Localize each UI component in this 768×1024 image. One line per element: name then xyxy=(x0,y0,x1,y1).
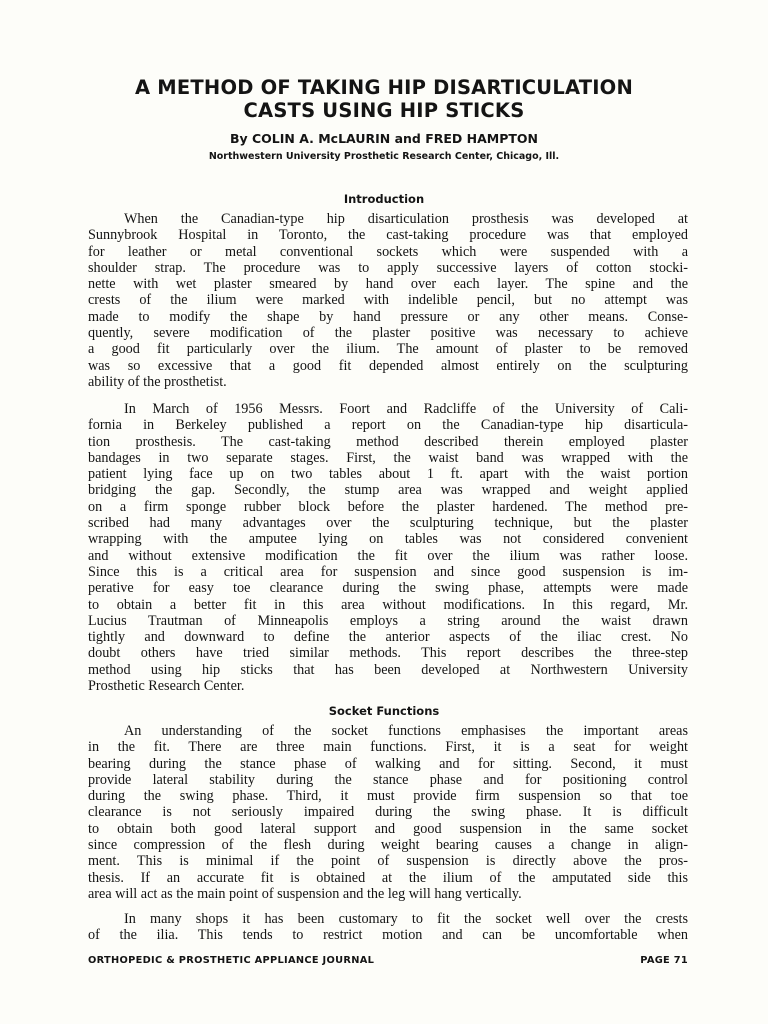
paragraph-line: ment. This is minimal if the point of suspension is directly above the pros- xyxy=(88,853,688,870)
introduction-paragraph-2 xyxy=(88,401,688,694)
paragraph-line: in the fit. There are three main functions. First, it is a seat for weight xyxy=(88,739,688,756)
paragraph-line: a good fit particularly over the ilium. The amount of plaster to be removed xyxy=(88,341,688,358)
socket-functions-heading: Socket Functions xyxy=(328,704,440,718)
paragraph-line: bridging the gap. Secondly, the stump area was wrapped and weight applied xyxy=(88,482,688,499)
author-affiliation: Northwestern University Prosthetic Research Center, Chicago, Ill. xyxy=(208,151,560,162)
paragraph-line: nette with wet plaster smeared by hand over each layer. The spine and the xyxy=(88,276,688,293)
page-number: PAGE 71 xyxy=(640,955,688,966)
paragraph-line: fornia in Berkeley published a report on the Canadian-type hip disarticula- xyxy=(88,417,688,434)
article-title xyxy=(0,76,768,122)
paragraph-line: An understanding of the socket functions emphasises the important areas xyxy=(124,723,688,739)
paragraph-line: When the Canadian-type hip disarticulation prosthesis was developed at xyxy=(124,211,688,227)
paragraph-line: tion prosthesis. The cast-taking method described therein employed plaster xyxy=(88,433,688,450)
paragraph-line: and without extensive modification the fit over the ilium was rather loose. xyxy=(88,547,688,564)
paragraph-line: wrapping with the amputee lying on tables was not considered convenient xyxy=(88,531,688,548)
paragraph-line: ability of the prosthetist. xyxy=(88,373,227,390)
paragraph-line: made to modify the shape by hand pressure or any other means. Conse- xyxy=(88,308,688,325)
paragraph-line: bearing during the stance phase of walking and for sitting. Second, it must xyxy=(88,755,688,772)
socket-functions-paragraph-1 xyxy=(88,723,688,902)
paragraph-line: tightly and downward to define the anterior aspects of the iliac crest. No xyxy=(88,629,688,646)
paragraph-line: Since this is a critical area for suspension and since good suspension is im- xyxy=(88,563,688,580)
paragraph-line: on a firm sponge rubber block before the plaster hardened. The method pre- xyxy=(88,498,688,515)
paragraph-line: provide lateral stability during the stance phase and for positioning control xyxy=(88,771,688,788)
paragraph-line: area will act as the main point of suspension and the leg will hang vertically. xyxy=(88,885,522,902)
paragraph-line: patient lying face up on two tables about 1 ft. apart with the waist portion xyxy=(88,466,688,483)
paragraph-line: was so excessive that a good fit depended almost entirely on the sculpturing xyxy=(88,357,688,374)
introduction-paragraph-1 xyxy=(88,211,688,390)
paragraph-line: clearance is not seriously impaired during the swing phase. It is difficult xyxy=(88,804,688,821)
paragraph-line: bandages in two separate stages. First, the waist band was wrapped with the xyxy=(88,449,688,466)
paragraph-line: shoulder strap. The procedure was to apply successive layers of cotton stocki- xyxy=(88,259,688,276)
paragraph-line: perative for easy toe clearance during the swing phase, attempts were made xyxy=(88,580,688,597)
journal-name: ORTHOPEDIC & PROSTHETIC APPLIANCE JOURNAL xyxy=(88,955,375,966)
paragraph-line: thesis. If an accurate fit is obtained at the ilium of the amputated side this xyxy=(88,869,688,886)
author-byline: By COLIN A. McLAURIN and FRED HAMPTON xyxy=(229,131,539,146)
article-title-line-1: A METHOD OF TAKING HIP DISARTICULATION xyxy=(135,76,633,99)
paragraph-line: doubt others have tried similar methods. This report describes the three-step xyxy=(88,645,688,662)
article-title-line-2: CASTS USING HIP STICKS xyxy=(243,99,525,122)
paragraph-line: during the swing phase. Third, it must provide firm suspension so that toe xyxy=(88,788,688,805)
paragraph-line: method using hip sticks that has been developed at Northwestern University xyxy=(88,661,688,678)
paragraph-line: for leather or metal conventional sockets which were suspended with a xyxy=(88,243,688,260)
paragraph-line: since compression of the flesh during weight bearing causes a change in align- xyxy=(88,837,688,854)
paragraph-line: crests of the ilium were marked with indelible pencil, but no attempt was xyxy=(88,292,688,309)
paragraph-line: Prosthetic Research Center. xyxy=(88,678,245,695)
paragraph-line: scribed had many advantages over the sculpturing technique, but the plaster xyxy=(88,515,688,532)
paragraph-line: quently, severe modification of the plaster positive was necessary to achieve xyxy=(88,325,688,342)
socket-functions-paragraph-2 xyxy=(88,911,688,944)
paragraph-line: Sunnybrook Hospital in Toronto, the cast-taking procedure was that employed xyxy=(88,227,688,244)
introduction-heading: Introduction xyxy=(343,192,425,206)
paragraph-line: to obtain both good lateral support and good suspension in the same socket xyxy=(88,820,688,837)
paragraph-line: In many shops it has been customary to fit the socket well over the crests xyxy=(124,911,688,927)
paragraph-line: of the ilia. This tends to restrict motion and can be uncomfortable when xyxy=(88,927,688,944)
paragraph-line: Lucius Trautman of Minneapolis employs a string around the waist drawn xyxy=(88,612,688,629)
paragraph-line: to obtain a better fit in this area without modifications. In this regard, Mr. xyxy=(88,596,688,613)
paragraph-line: In March of 1956 Messrs. Foort and Radcliffe of the University of Cali- xyxy=(124,401,688,417)
